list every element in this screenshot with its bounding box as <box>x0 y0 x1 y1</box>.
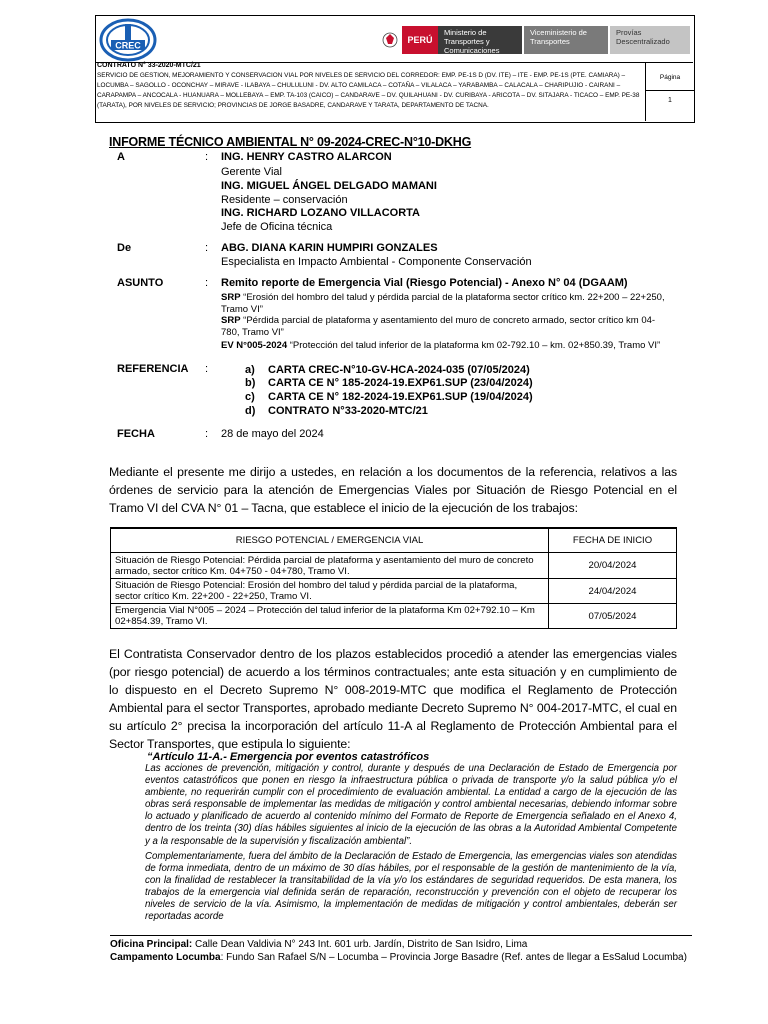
row-date: 24/04/2024 <box>549 579 677 604</box>
sender-role: Especialista en Impacto Ambiental - Componente Conservación <box>221 256 532 268</box>
reference-label: REFERENCIA <box>117 363 189 375</box>
reference-letter: d) <box>245 405 256 417</box>
crec-logo <box>99 18 157 62</box>
recipient-role: Gerente Vial <box>221 166 282 178</box>
subject-item: SRP “Erosión del hombro del talud y pérdida parcial de la plataforma sector crítico km. 22+200 – 22+250, Tramo VI” <box>221 292 665 315</box>
table-row <box>111 604 677 629</box>
subject-item: EV N°005-2024 “Protección del talud inferior de la plataforma km 02-792.10 – km. 02+850.39, Tramo VI” <box>221 340 661 351</box>
from-label: De <box>117 242 132 254</box>
table-row <box>111 553 677 579</box>
page-label: Página <box>659 74 681 81</box>
subject-item: SRP “Pérdida parcial de plataforma y asentamiento del muro de concreto armado, sector crítico km 04-780, Tramo VI” <box>221 315 656 338</box>
camp-address: Campamento Locumba: Fundo San Rafael S/N – Locumba – Provincia Jorge Basadre (Ref. antes de llegar a EsSalud Locumba) <box>110 952 687 963</box>
vice-ministry-label: Viceministerio de Transportes <box>524 26 608 54</box>
sender-name: ABG. DIANA KARIN HUMPIRI GONZALES <box>221 242 438 254</box>
column-header: FECHA DE INICIO <box>549 528 677 553</box>
intro-paragraph: Mediante el presente me dirijo a ustedes, en relación a los documentos de la referencia, relativos a las órdenes de servicio para la atención de Emergencias Viales por Situación de Riesgo Potencial en el Tramo VI del CVA N° 01 – Tacna, que establece el inicio de la ejecución de los trabajos: <box>109 465 677 515</box>
subject-label: ASUNTO <box>117 277 164 289</box>
subject-title: Remito reporte de Emergencia Vial (Riesgo Potencial) - Anexo N° 04 (DGAAM) <box>221 277 628 289</box>
table-row <box>111 579 677 604</box>
table-header-row <box>111 528 677 553</box>
report-title: INFORME TÉCNICO AMBIENTAL N° 09-2024-CREC-N°10-DKHG <box>109 135 472 149</box>
column-header: RIESGO POTENCIAL / EMERGENCIA VIAL <box>111 528 549 553</box>
colon: : <box>205 428 209 440</box>
emergency-table <box>110 527 677 629</box>
ministry-label: Ministerio de Transportes y Comunicaciones <box>438 26 522 54</box>
recipient-name: ING. RICHARD LOZANO VILLACORTA <box>221 207 421 219</box>
article-text: Las acciones de prevención, mitigación y control, durante y después de una Declaración de Estado de Emergencia por eventos catastróficos que ponen en riesgo la infraestructura pública o privada de transporte y/o la salud pública y/o el ambiente, no requerirán cumplir con el procedimiento de evaluación ambiental. La entidad a cargo de la ejecución de las obras será responsable de implementar las medidas de mitigación y control ambiental necesarias, debiendo informar sobre lo actuado y planificado de acuerdo al contenido mínimo del Formato de Reporte de Emergencia señalado en el Anexo 4, dentro de los treinta (30) días hábiles siguientes al inicio de la ejecución de las obras a la Autoridad Ambiental Competente y a la responsable de la supervisión y fiscalización ambiental”. <box>145 763 677 847</box>
reference-item: CARTA CE N° 185-2024-19.EXP61.SUP (23/04/2024) <box>268 377 533 389</box>
recipient-role: Residente – conservación <box>221 194 348 206</box>
svg-text:PERÚ: PERÚ <box>407 35 433 45</box>
contract-number: CONTRATO N° 33-2020-MTC/21 <box>97 62 201 69</box>
page-number: 1 <box>668 97 672 104</box>
complementary-text: Complementariamente, fuera del ámbito de la Declaración de Estado de Emergencia, las emergencias viales son atendidas de forma inmediata, dentro de un máximo de 30 días hábiles, por el responsable de la gestión de mantenimiento de la vía, con la finalidad de restablecer la transitabilidad de la vía y/o los estándares de seguridad requeridos. De esta manera, los trabajos de la emergencia vial definida serán de reparación, reconstrucción y prevención con el objeto de recuperar los niveles de servicio de la vía. Asimismo, la implementación de medidas de mitigación y control ambientales, deberán ser reportadas acorde <box>145 851 677 923</box>
reference-item: CONTRATO N°33-2020-MTC/21 <box>268 405 428 417</box>
colon: : <box>205 151 209 163</box>
svg-text:CREC: CREC <box>115 40 141 51</box>
reference-item: CARTA CE N° 182-2024-19.EXP61.SUP (19/04/2024) <box>268 391 533 403</box>
page-box <box>645 62 694 121</box>
row-description: Emergencia Vial N°005 – 2024 – Protección del talud inferior de la plataforma Km 02+792.10 – Km 02+854.39, Tramo VI. <box>111 604 549 629</box>
date-label: FECHA <box>117 428 155 440</box>
reference-letter: a) <box>245 364 255 376</box>
colon: : <box>205 363 209 375</box>
colon: : <box>205 242 209 254</box>
recipient-name: ING. HENRY CASTRO ALARCON <box>221 151 392 163</box>
row-description: Situación de Riesgo Potencial: Pérdida parcial de plataforma y asentamiento del muro de concreto armado, sector crítico Km. 04+750 - 04+780, Tramo VI. <box>111 553 549 579</box>
reference-letter: b) <box>245 377 256 389</box>
reference-item: CARTA CREC-N°10-GV-HCA-2024-035 (07/05/2024) <box>268 364 530 376</box>
row-date: 20/04/2024 <box>549 553 677 579</box>
report-date: 28 de mayo del 2024 <box>221 428 324 440</box>
to-label: A <box>117 151 125 163</box>
recipient-role: Jefe de Oficina técnica <box>221 221 333 233</box>
contract-description: SERVICIO DE GESTION, MEJORAMIENTO Y CONSERVACION VIAL POR NIVELES DE SERVICIO DEL CORREDOR: EMP. PE-1S D (DV. ITE) – ITE - EMP. PE-1S (PTE. CAMIARA) – LOCUMBA – SAGOLLO - OCONCHAY – MIRAVE - ILABAYA – CHULULUNI - DV. ALTO CAMILACA – COTAÑA – VILALACA – YARABAMBA – CALACALA – CHARIPUJIO - CAIRANI – CARAPAMPA – ANCOCALA - HUANUARA – MOLLEBAYA – EMP. TA-103 (CAICO) – CANDARAVE – DV. QUILAHUANI - DV. CURIBAYA - ARICOTA – DV. SITAJARA - TICACO – EMP. PE-38 (TARATA), POR NIVELES DE SERVICIO; PROVINCIAS DE JORGE BASADRE, CANDARAVE Y TARATA, DEPARTAMENTO DE TACNA. <box>97 72 640 109</box>
legal-paragraph: El Contratista Conservador dentro de los plazos establecidos procedió a atender las emergencias viales (por riesgo potencial) de acuerdo a los términos contractuales; ante esta situación y en cumplimiento de lo dispuesto en el Decreto Supremo N° 008-2019-MTC que modifica el Reglamento de Protección Ambiental para el sector Transportes, aprobado mediante Decreto Supremo N° 004-2017-MTC, el cual en su artículo 2° precisa la incorporación del artículo 11-A al Reglamento de Protección Ambiental para el Sector Transportes, que estipula lo siguiente: <box>109 647 677 751</box>
footer-divider <box>110 935 692 936</box>
provias-label: Provías Descentralizado <box>610 26 690 54</box>
reference-letter: c) <box>245 391 255 403</box>
row-description: Situación de Riesgo Potencial: Erosión del hombro del talud y pérdida parcial de la plataforma, sector crítico Km. 22+200 - 22+250, Tramo VI. <box>111 579 549 604</box>
article-title: “Artículo 11-A.- Emergencia por eventos catastróficos <box>147 751 430 763</box>
colon: : <box>205 277 209 289</box>
government-banner <box>380 26 690 54</box>
office-address: Oficina Principal: Calle Dean Valdivia N° 243 Int. 601 urb. Jardín, Distrito de San Isidro, Lima <box>110 939 528 950</box>
recipient-name: ING. MIGUEL ÁNGEL DELGADO MAMANI <box>221 180 437 192</box>
row-date: 07/05/2024 <box>549 604 677 629</box>
peru-emblem <box>380 26 438 54</box>
